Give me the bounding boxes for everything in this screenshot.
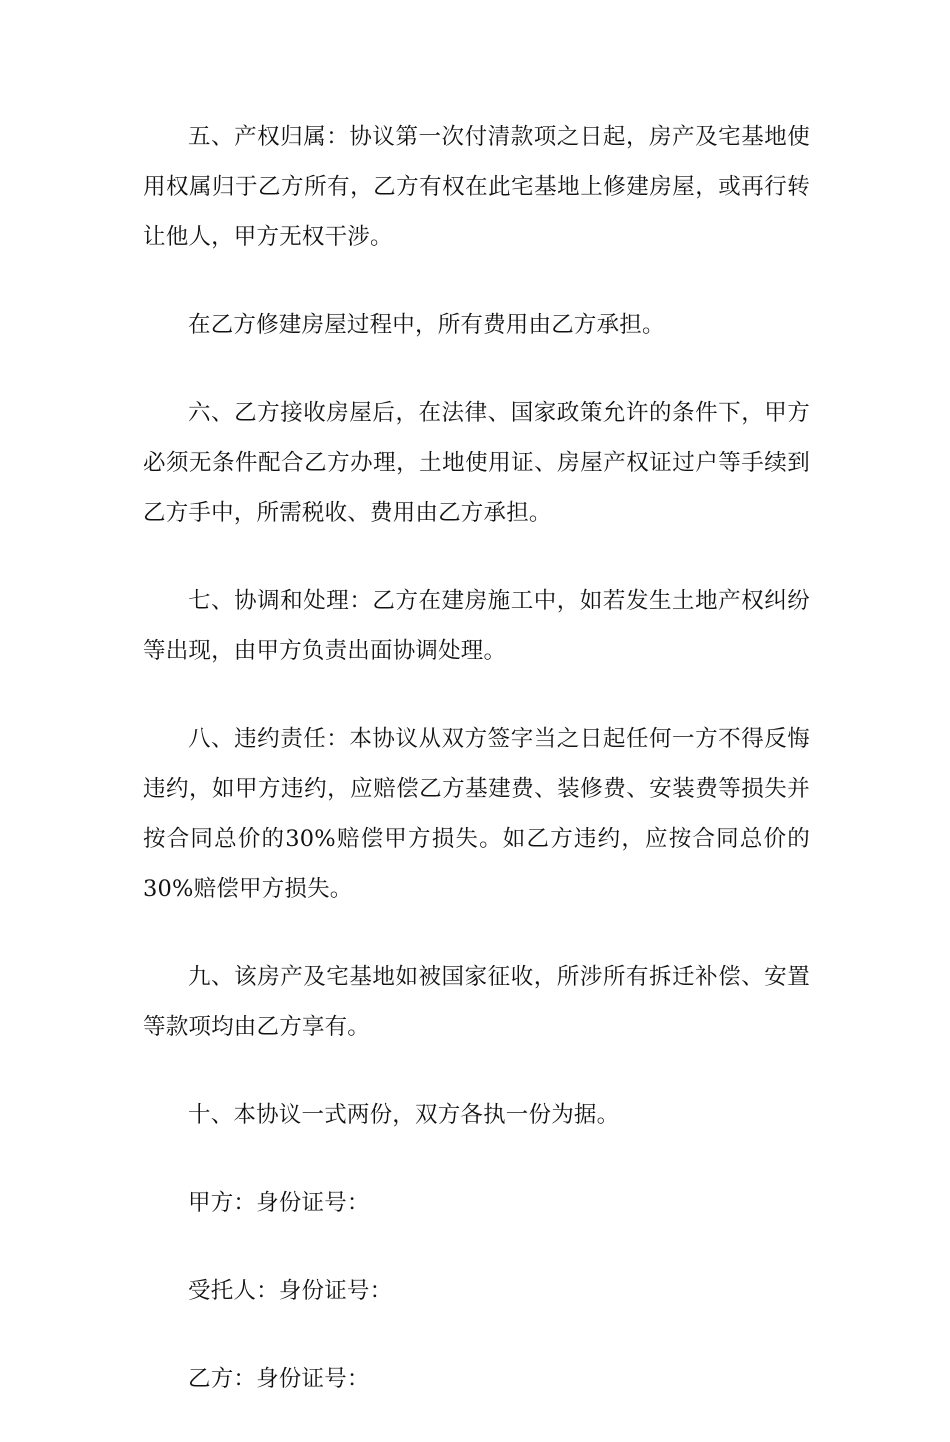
clause-construction-costs: 在乙方修建房屋过程中，所有费用由乙方承担。 (188, 312, 665, 338)
document-page (143, 112, 810, 1442)
signature-party-b: 乙方：身份证号： (188, 1366, 370, 1392)
signature-party-a: 甲方：身份证号： (188, 1190, 370, 1216)
clause-nine-expropriation: 九、该房产及宅基地如被国家征收，所涉所有拆迁补偿、安置等款项均由乙方享有。 (143, 964, 810, 1040)
signature-agent: 受托人：身份证号： (188, 1278, 393, 1304)
clause-six-transfer: 六、乙方接收房屋后，在法律、国家政策允许的条件下，甲方必须无条件配合乙方办理，土地使用证、房屋产权证过户等手续到乙方手中，所需税收、费用由乙方承担。 (143, 400, 810, 526)
clause-eight-breach: 八、违约责任：本协议从双方签字当之日起任何一方不得反悔违约，如甲方违约，应赔偿乙方基建费、装修费、安装费等损失并按合同总价的30%赔偿甲方损失。如乙方违约，应按合同总价的30%赔偿甲方损失。 (143, 726, 810, 902)
clause-five-property-rights: 五、产权归属：协议第一次付清款项之日起，房产及宅基地使用权属归于乙方所有，乙方有权在此宅基地上修建房屋，或再行转让他人，甲方无权干涉。 (143, 124, 810, 250)
clause-ten-copies: 十、本协议一式两份，双方各执一份为据。 (188, 1102, 620, 1128)
clause-seven-coordination: 七、协调和处理：乙方在建房施工中，如若发生土地产权纠纷等出现，由甲方负责出面协调处理。 (143, 588, 810, 664)
